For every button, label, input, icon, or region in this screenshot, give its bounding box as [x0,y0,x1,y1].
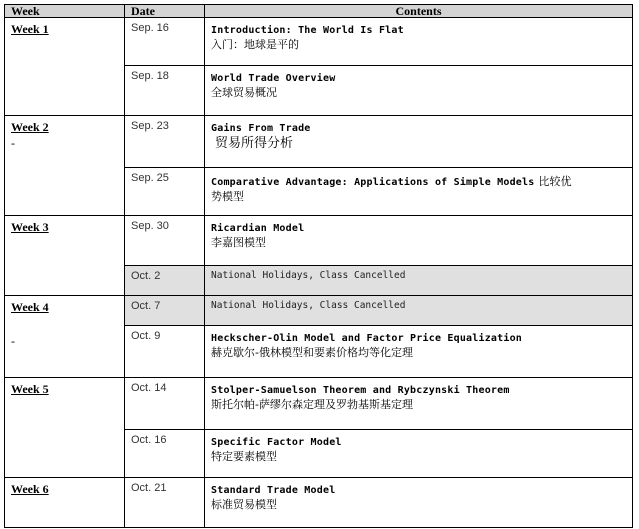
table-row [5,478,633,528]
content-cell [205,430,633,478]
table-row [5,116,633,168]
table-row [5,18,633,66]
lecture-title: Heckscher-Olin Model and Factor Price Equalization [211,333,523,344]
week-5-link[interactable]: Week 5 [11,382,49,396]
lecture-title: Standard Trade Model [211,485,336,496]
content-cell [205,378,633,430]
lecture-title-zh: 入门：地球是平的 [211,38,299,51]
lecture-title-zh: 势模型 [211,190,244,203]
header-contents: Contents [205,5,633,18]
table-row [5,378,633,430]
dash-mark: - [11,136,15,150]
holiday-note: National Holidays, Class Cancelled [211,300,406,311]
lecture-title-zh: 斯托尔帕-萨缪尔森定理及罗勃基斯基定理 [211,398,413,411]
content-cell [205,216,633,266]
lecture-title-zh: 贸易所得分析 [215,136,294,151]
week-cell [5,116,125,216]
week-cell [5,216,125,296]
date-cell: Sep. 23 [125,116,205,168]
holiday-note: National Holidays, Class Cancelled [211,270,406,281]
dash-mark: - [11,334,15,348]
date-cell: Sep. 30 [125,216,205,266]
lecture-title-zh: 标准贸易模型 [211,498,277,511]
date-cell: Oct. 21 [125,478,205,528]
date-cell: Sep. 16 [125,18,205,66]
week-cell [5,478,125,528]
week-1-link[interactable]: Week 1 [11,22,49,36]
table-row [5,296,633,326]
lecture-title: Introduction: The World Is Flat [211,25,404,36]
content-cell [205,116,633,168]
table-row [5,216,633,266]
date-cell: Oct. 2 [125,266,205,296]
week-cell [5,296,125,378]
date-cell: Oct. 9 [125,326,205,378]
content-cell [205,168,633,216]
content-cell [205,478,633,528]
lecture-title: Gains From Trade [211,123,311,134]
week-6-link[interactable]: Week 6 [11,482,49,496]
content-cell [205,18,633,66]
content-cell [205,296,633,326]
lecture-title: Specific Factor Model [211,437,342,448]
week-2-link[interactable]: Week 2 [11,120,49,134]
content-cell [205,326,633,378]
week-4-link[interactable]: Week 4 [11,300,49,314]
header-week: Week [5,5,125,18]
week-cell [5,18,125,116]
lecture-title-zh: 特定要素模型 [211,450,277,463]
lecture-title-line [211,174,628,189]
date-cell: Sep. 18 [125,66,205,116]
lecture-title: World Trade Overview [211,73,336,84]
date-cell: Oct. 7 [125,296,205,326]
lecture-title: Stolper-Samuelson Theorem and Rybczynski Theorem [211,385,510,396]
lecture-title: Comparative Advantage: Applications of Simple Models [211,177,535,188]
content-cell [205,66,633,116]
header-row [5,5,633,18]
lecture-title-zh: 赫克歇尔-俄林模型和要素价格均等化定理 [211,346,413,359]
lecture-title-zh: 全球贸易概况 [211,86,277,99]
date-cell: Oct. 16 [125,430,205,478]
course-schedule-table [4,4,633,528]
content-cell [205,266,633,296]
lecture-title-zh: 李嘉图模型 [211,236,266,249]
week-3-link[interactable]: Week 3 [11,220,49,234]
date-cell: Sep. 25 [125,168,205,216]
lecture-title: Ricardian Model [211,223,305,234]
lecture-title-zh-inline: 比较优 [538,175,572,188]
header-date: Date [125,5,205,18]
date-cell: Oct. 14 [125,378,205,430]
week-cell [5,378,125,478]
